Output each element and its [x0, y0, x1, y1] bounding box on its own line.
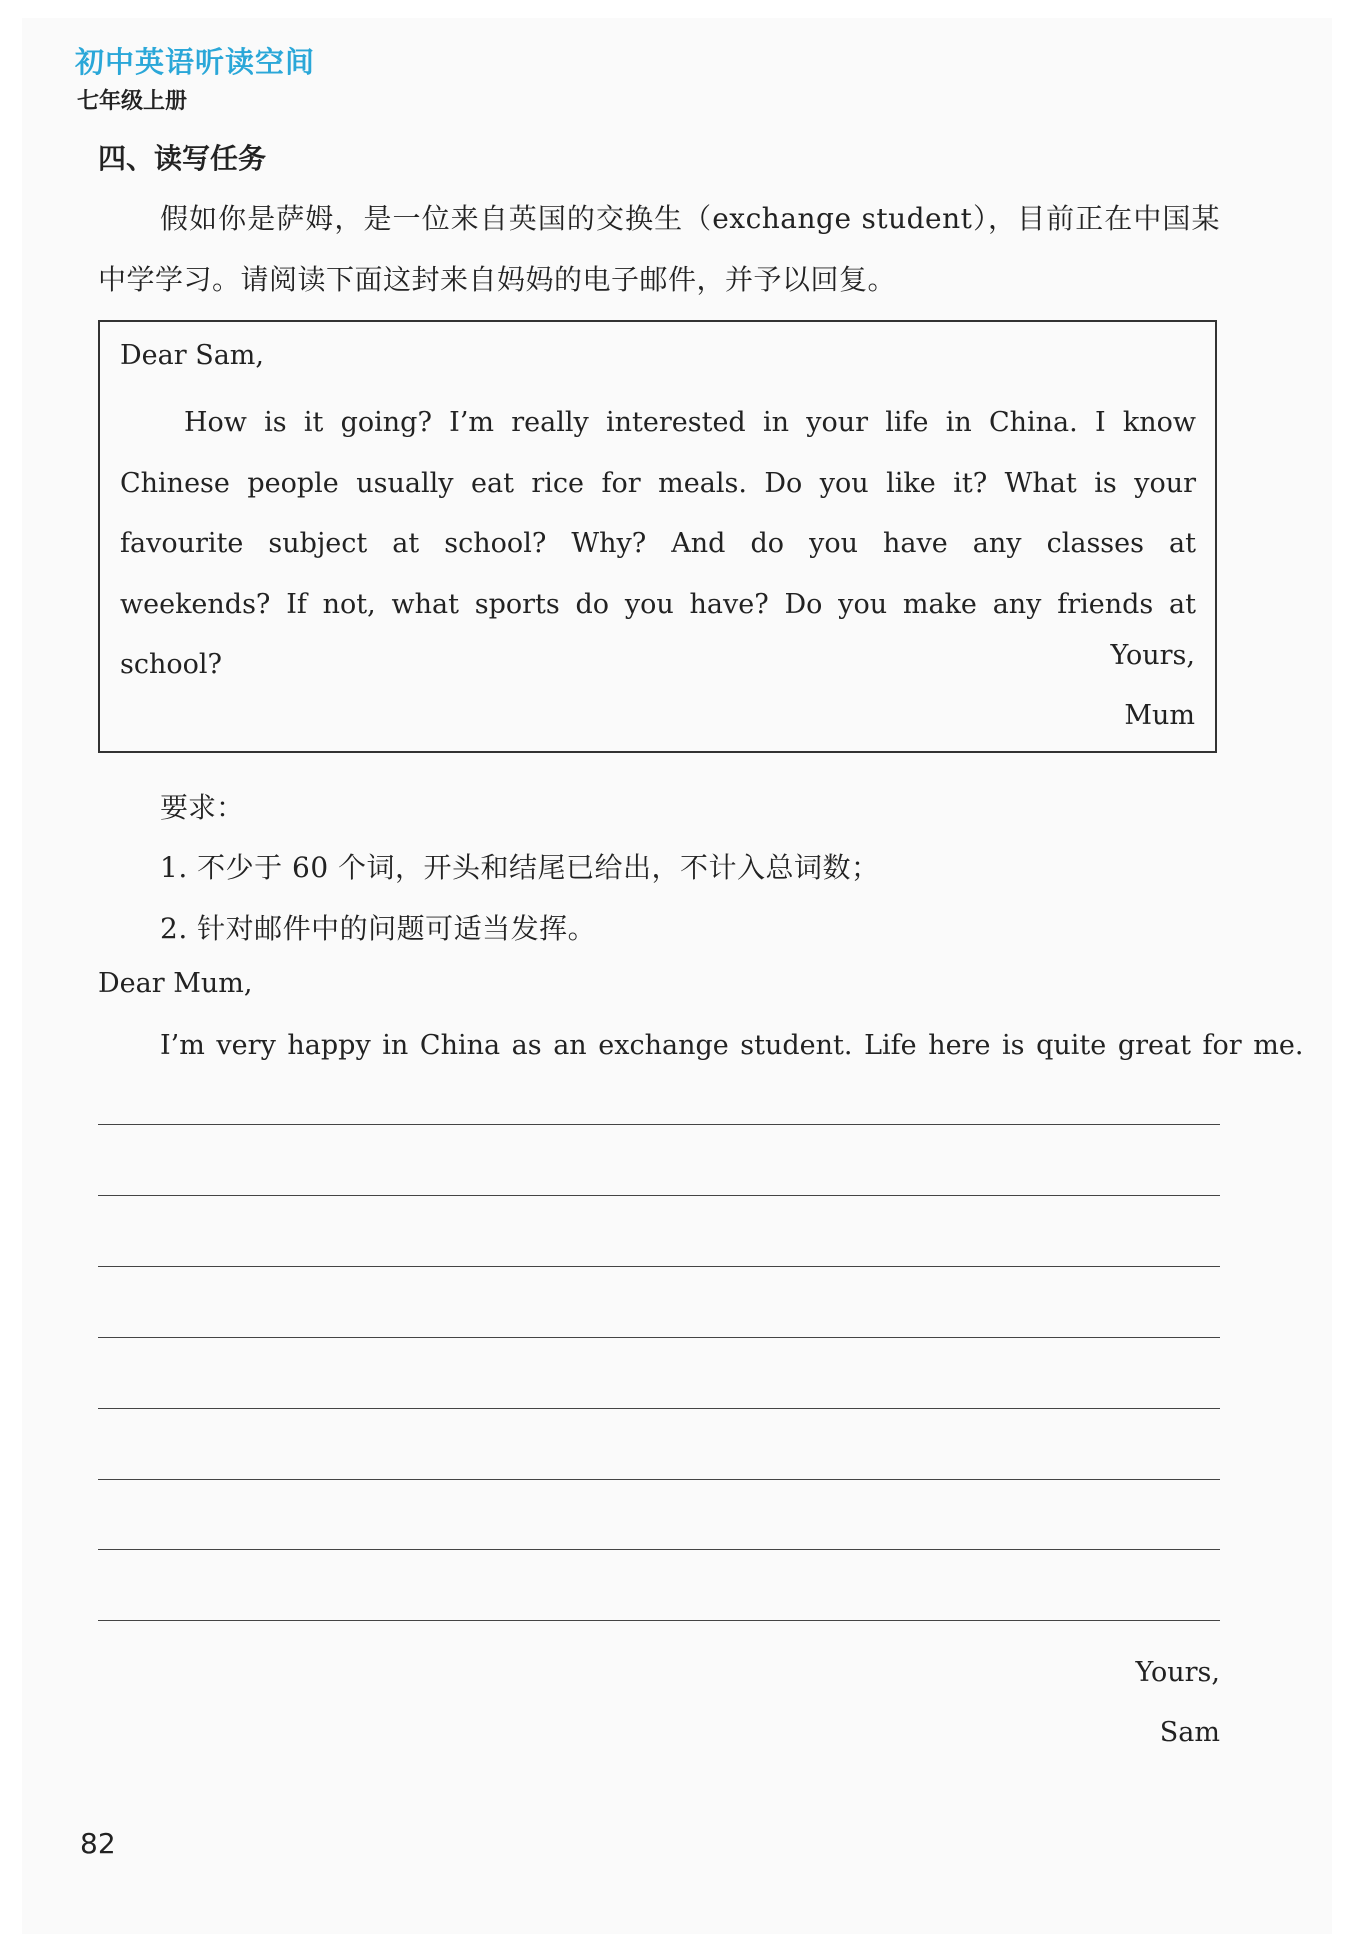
book-subtitle: 七年级上册 [77, 89, 188, 114]
writing-line[interactable] [98, 1620, 1220, 1621]
writing-line[interactable] [98, 1549, 1220, 1550]
reply-opening-sentence: I’m very happy in China as an exchange student. Life here is quite great for me. [160, 1030, 1304, 1061]
requirement-item: 2. 针对邮件中的问题可适当发挥。 [160, 912, 597, 945]
writing-line[interactable] [98, 1195, 1220, 1196]
email-signature: Mum [1124, 700, 1195, 731]
writing-line[interactable] [98, 1337, 1220, 1338]
page-number: 82 [80, 1827, 116, 1860]
email-greeting: Dear Sam, [120, 340, 264, 371]
book-title: 初中英语听读空间 [75, 45, 316, 79]
email-body: How is it going? I’m really interested in your life in China. I know Chinese people usually eat rice for meals. Do you like it? What is your favourite subject at school? Why? And do you have any classes at weekends? If not, what sports do you have? Do you make any friends at school? [120, 407, 1196, 680]
email-closing: Yours, [1110, 640, 1195, 671]
section-heading: 四、读写任务 [98, 142, 267, 175]
writing-line[interactable] [98, 1408, 1220, 1409]
reply-closing: Yours, [1135, 1657, 1220, 1688]
writing-line[interactable] [98, 1266, 1220, 1267]
writing-line[interactable] [98, 1479, 1220, 1480]
reply-greeting: Dear Mum, [98, 968, 253, 999]
requirement-item: 1. 不少于 60 个词，开头和结尾已给出，不计入总词数； [160, 851, 880, 884]
mum-email-box [98, 320, 1217, 753]
task-instructions: 假如你是萨姆，是一位来自英国的交换生（exchange student），目前正在中国某中学学习。请阅读下面这封来自妈妈的电子邮件，并予以回复。 [98, 202, 1220, 296]
requirements-heading: 要求： [160, 791, 245, 824]
writing-line[interactable] [98, 1124, 1220, 1125]
reply-signature: Sam [1159, 1717, 1220, 1748]
